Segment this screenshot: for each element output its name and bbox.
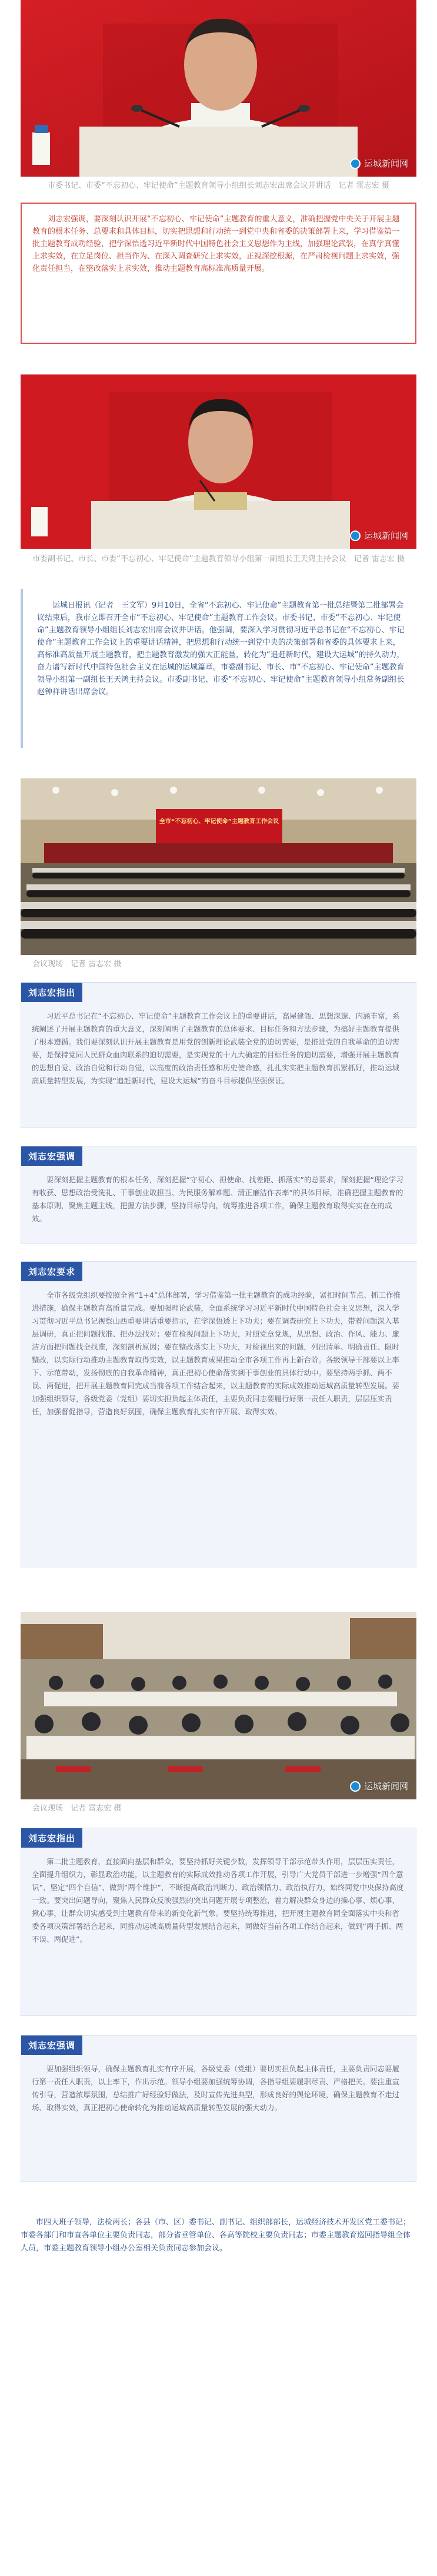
speaker-2-illustration: [21, 374, 416, 549]
section-4-text: 第二批主题教育，直接面向基层和群众，要坚持抓好关键少数，发挥领导干部示范带头作用，层层压实责任，全面提升组织力，彰显政治功能，以主题教育的实际成效推动各项工作开展，引导广大党员干部进一步增强“四个意识”、坚定“四个自信”、做到“两个维护”，不断提高政治判断力、政治领悟力、政治执行力，始终同党中央保持高度一致。要突出问题导向，聚焦人民群众反映强烈的突出问题开展专项整治，着力解决群众身边的操心事、烦心事、揪心事，让群众切实感受到主题教育带来的新变化新气象。要坚持统筹推进，把开展主题教育同全面落实中央和省委各项决策部署结合起来，同推动运城高质量转型发展结合起来，同做好当前各项工作结合起来，做到“两手抓、两不误、两促进”。: [32, 1857, 404, 1944]
intro-quote-box: [21, 203, 416, 344]
section-2: [21, 1146, 416, 1244]
section-4: [21, 1828, 416, 2016]
photo-conference-hall: [21, 778, 416, 955]
photo-speaker-2: [21, 374, 416, 549]
news-lead-box: [21, 589, 416, 748]
section-1-tag: 刘志宏指出: [21, 983, 82, 1002]
news-lead-text: 运城日报讯（记者 王文军）9月10日，全省“不忘初心、牢记使命”主题教育第一批总结暨第二批部署会议结束后，我市立即召开全市“不忘初心、牢记使命”主题教育工作会议。市委书记、市委“不忘初心、牢记使命”主题教育领导小组组长刘志宏出席会议并讲话。他强调，要深入学习贯彻习近平总书记在“不忘初心、牢记使命”主题教育工作会议上的重要讲话精神，把思想和行动统一到党中央的决策部署和省委的具体要求上来，高标准高质量开展主题教育，把主题教育激发的强大正能量，转化为“追赶新时代，建设大运城”的持久动力，奋力谱写新时代中国特色社会主义在运城的运城篇章。市委副书记、市长、市“不忘初心、牢记使命”主题教育领导小组第一副组长王天鸿主持会议。市委副书记、市委“不忘初心、牢记使命”主题教育领导小组常务副组长赵钟祥讲话出席会议。: [37, 601, 405, 697]
section-2-tag: 刘志宏强调: [21, 1146, 82, 1166]
section-5-text: 要加强组织领导，确保主题教育扎实有序开展，各级党委（党组）要切实担负起主体责任，主要负责同志要履行第一责任人职责，以上率下，作出示范。领导小组要加强统筹协调，各指导组要履职尽责、严格把关。要注重宣传引导，营造浓厚氛围，总结推广好经验好做法，及时宣传先进典型，形成良好的舆论环境，确保主题教育不走过场、取得实效，真正把初心使命转化为推动运城高质量转型发展的强大动力。: [32, 2064, 400, 2112]
intro-quote-text: 刘志宏强调，要深刻认识开展“不忘初心、牢记使命”主题教育的重大意义，准确把握党中央关于开展主题教育的根本任务、总要求和具体目标，切实把思想和行动统一到党中央和省委的决策部署上来，学习借鉴第一批主题教育成功经验，把学深悟透习近平新时代中国特色社会主义思想作为主线，加强理论武装，在真学真懂上求实效，在立足岗位、担当作为、在深入调查研究上求实效，正视深挖根源，在严肃检视问题上求实效，强化责任担当，在整改落实上求实效，推动主题教育高标准高质量开展。: [32, 215, 400, 273]
news-logo-icon: [350, 1781, 361, 1792]
section-5-tag: 刘志宏强调: [21, 2035, 82, 2055]
news-logo-icon: [350, 158, 361, 169]
watermark: 运城新闻网: [350, 157, 408, 170]
photo-audience: [21, 1612, 416, 1799]
watermark: 运城新闻网: [350, 1780, 408, 1792]
section-5: [21, 2035, 416, 2182]
section-1-text: 习近平总书记在“不忘初心、牢记使命”主题教育工作会议上的重要讲话，高屋建瓴、思想深邃、内涵丰富，系统阐述了开展主题教育的重大意义，深刻阐明了主题教育的总体要求、目标任务和方法步骤，为搞好主题教育提供了根本遵循。我们要深刻认识开展主题教育是用党的创新理论武装全党的迫切需要，是推进党的自我革命的迫切需要，是保持党同人民群众血肉联系的迫切需要，是实现党的十九大确定的目标任务的迫切需要，增强开展主题教育的思想自觉、政治自觉和行动自觉，以高度的政治责任感和历史使命感，扎扎实实把主题教育抓紧抓好，推动运城高质量转型发展，为实现“追赶新时代，建设大运城”的奋斗目标提供坚强保证。: [32, 1012, 400, 1085]
section-2-text: 要深刻把握主题教育的根本任务，深刻把握“守初心、担使命、找差距、抓落实”的总要求，深刻把握“理论学习有收获、思想政治受洗礼、干事创业敢担当、为民服务解难题、清正廉洁作表率”的具体目标，准确把握主题教育的基本原则，聚焦主题主线，把握方法步骤，坚持目标导向，统筹推进各项工作，确保主题教育取得实实在在的成效。: [32, 1175, 403, 1223]
watermark: 运城新闻网: [350, 529, 408, 542]
conference-hall-illustration: [21, 778, 416, 955]
news-logo-icon: [350, 531, 361, 541]
photo-2-caption: 市委副书记、市长、市委“不忘初心、牢记使命”主题教育领导小组第一副组长王天鸿主持会议 记者 雷志宏 摄: [32, 555, 405, 563]
section-1: [21, 982, 416, 1128]
photo-1-caption: 市委书记、市委“不忘初心、牢记使命”主题教育领导小组组长刘志宏出席会议并讲话 记者 雷志宏 摄: [48, 181, 389, 190]
section-3-tag: 刘志宏要求: [21, 1262, 82, 1281]
section-3: [21, 1261, 416, 1567]
photo-4-caption: 会议现场 记者 雷志宏 摄: [32, 1804, 122, 1813]
audience-illustration: [21, 1612, 416, 1799]
photo-speaker-1: [21, 0, 416, 177]
photo-3-caption: 会议现场 记者 雷志宏 摄: [32, 960, 122, 969]
section-4-tag: 刘志宏指出: [21, 1828, 82, 1848]
hall-screen-title: 全市“不忘初心、牢记使命”主题教育工作会议: [159, 818, 279, 825]
section-3-text: 全市各级党组织要按照全省“1+4”总体部署，学习借鉴第一批主题教育的成功经验，紧扣时间节点、抓工作推进措施，确保主题教育高质量完成。要加强理论武装，全面系统学习习近平新时代中国特色社会主义思想，深入学习贯彻习近平总书记视察山西重要讲话重要指示，在学深悟透上下功夫；要在调查研究上下功夫，带着问题深入基层调研，真正把问题找准、把办法找对；要在检视问题上下功夫，对照党章党规，从思想、政治、作风、能力、廉洁方面把问题找全找准，深刻剖析原因；要在整改落实上下功夫，对检视出来的问题，列出清单、明确责任、限时整改，以实际行动推动主题教育取得实效，以主题教育成果推动全市各项工作再上新台阶。各级领导干部要以上率下、示范带动，发扬彻底的自我革命精神，真正把初心使命落实到干事创业的具体行动中。要坚持两手抓、两不误、两促进，把开展主题教育同完成当前各项工作结合起来，以主题教育的实际成效推动运城高质量转型发展。要加强组织领导，各级党委（党组）要切实担负起主体责任，主要负责同志要履行好第一责任人职责，层层压实责任，加强督促指导，营造良好氛围，确保主题教育扎实有序开展、取得实效。: [32, 1291, 401, 1416]
attendees-paragraph: 市四大班子领导，法检两长；各县（市、区）委书记、副书记、组织部部长，运城经济技术开发区党工委书记；市委各部门和市直各单位主要负责同志，部分省垂管单位、各高等院校主要负责同志；市委主题教育巡回指导组全体人员，市委主题教育领导小组办公室相关负责同志参加会议。: [21, 2218, 411, 2253]
speaker-1-illustration: [21, 0, 416, 177]
